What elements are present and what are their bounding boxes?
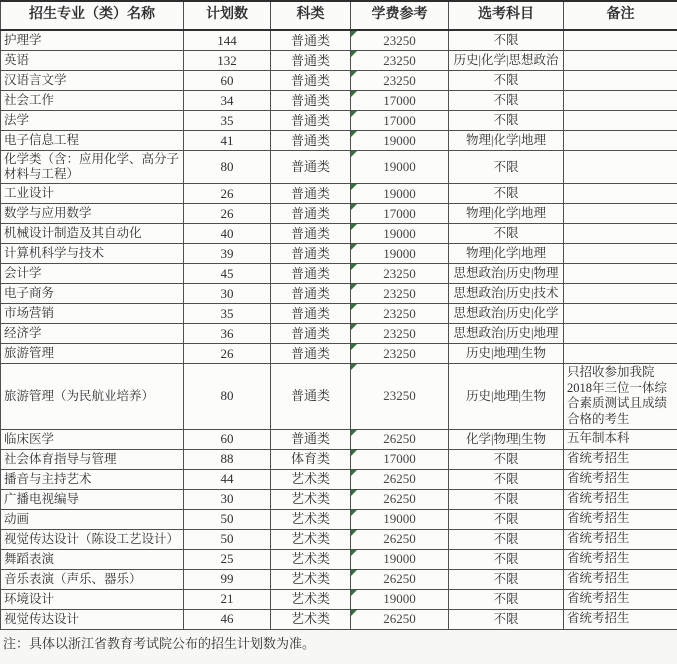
- tuition-value: 19000: [383, 132, 416, 148]
- text-format-marker-icon: [351, 264, 357, 270]
- cell-major: 旅游管理（为民航业培养）: [1, 364, 184, 430]
- cell-tuition: [351, 111, 449, 131]
- table-row: [1, 91, 677, 111]
- cell-subjects: 不限: [449, 224, 564, 244]
- cell-category: 普通类: [271, 91, 351, 111]
- tuition-value: 23250: [383, 265, 416, 281]
- cell-major: 数学与应用数学: [1, 204, 184, 224]
- cell-category: 普通类: [271, 111, 351, 131]
- text-format-marker-icon: [351, 510, 357, 516]
- cell-remark: 省统考招生: [564, 569, 677, 589]
- tuition-value: 26250: [383, 531, 416, 547]
- cell-remark: [564, 304, 677, 324]
- cell-major: 护理学: [1, 30, 184, 51]
- table-row: [1, 71, 677, 91]
- cell-plan: 25: [184, 549, 271, 569]
- cell-category: 普通类: [271, 71, 351, 91]
- table-row: [1, 304, 677, 324]
- cell-plan: 144: [184, 30, 271, 51]
- cell-tuition: [351, 30, 449, 51]
- cell-plan: 34: [184, 91, 271, 111]
- table-row: [1, 609, 677, 629]
- cell-plan: 88: [184, 449, 271, 469]
- cell-plan: 26: [184, 344, 271, 364]
- cell-category: 普通类: [271, 284, 351, 304]
- cell-plan: 46: [184, 609, 271, 629]
- tuition-value: 26250: [383, 571, 416, 587]
- cell-tuition: [351, 284, 449, 304]
- cell-tuition: [351, 244, 449, 264]
- cell-major: 环境设计: [1, 589, 184, 609]
- table-row: [1, 589, 677, 609]
- cell-subjects: 不限: [449, 489, 564, 509]
- cell-subjects: 不限: [449, 71, 564, 91]
- cell-tuition: [351, 224, 449, 244]
- text-format-marker-icon: [351, 304, 357, 310]
- cell-tuition: [351, 324, 449, 344]
- text-format-marker-icon: [351, 31, 357, 37]
- cell-remark: [564, 184, 677, 204]
- tuition-value: 23250: [383, 388, 416, 404]
- cell-tuition: [351, 364, 449, 430]
- cell-subjects: 不限: [449, 609, 564, 629]
- cell-subjects: 不限: [449, 509, 564, 529]
- text-format-marker-icon: [351, 324, 357, 330]
- cell-subjects: 不限: [449, 549, 564, 569]
- cell-remark: [564, 151, 677, 184]
- tuition-value: 17000: [383, 112, 416, 128]
- cell-category: 艺术类: [271, 529, 351, 549]
- cell-major: 电子商务: [1, 284, 184, 304]
- cell-plan: 60: [184, 71, 271, 91]
- cell-remark: [564, 204, 677, 224]
- cell-category: 普通类: [271, 30, 351, 51]
- cell-plan: 21: [184, 589, 271, 609]
- tuition-value: 19000: [383, 591, 416, 607]
- cell-subjects: 物理|化学|地理: [449, 131, 564, 151]
- cell-major: 视觉传达设计（陈设工艺设计）: [1, 529, 184, 549]
- cell-tuition: [351, 151, 449, 184]
- cell-tuition: [351, 91, 449, 111]
- cell-category: 艺术类: [271, 589, 351, 609]
- text-format-marker-icon: [351, 590, 357, 596]
- text-format-marker-icon: [351, 550, 357, 556]
- cell-tuition: [351, 609, 449, 629]
- cell-subjects: 不限: [449, 589, 564, 609]
- cell-tuition: [351, 469, 449, 489]
- cell-remark: [564, 284, 677, 304]
- cell-major: 经济学: [1, 324, 184, 344]
- cell-remark: [564, 71, 677, 91]
- tuition-value: 19000: [383, 159, 416, 175]
- tuition-value: 19000: [383, 245, 416, 261]
- table-row: [1, 284, 677, 304]
- cell-plan: 26: [184, 184, 271, 204]
- cell-remark: [564, 30, 677, 51]
- cell-remark: [564, 224, 677, 244]
- cell-major: 舞蹈表演: [1, 549, 184, 569]
- table-row: [1, 344, 677, 364]
- text-format-marker-icon: [351, 570, 357, 576]
- cell-subjects: 不限: [449, 569, 564, 589]
- cell-major: 音乐表演（声乐、器乐）: [1, 569, 184, 589]
- text-format-marker-icon: [351, 490, 357, 496]
- cell-subjects: 历史|地理|生物: [449, 344, 564, 364]
- cell-subjects: 物理|化学|地理: [449, 204, 564, 224]
- text-format-marker-icon: [351, 71, 357, 77]
- cell-category: 艺术类: [271, 489, 351, 509]
- cell-remark: [564, 344, 677, 364]
- cell-subjects: 不限: [449, 111, 564, 131]
- cell-subjects: 不限: [449, 30, 564, 51]
- text-format-marker-icon: [351, 430, 357, 436]
- table-row: [1, 244, 677, 264]
- cell-major: 社会体育指导与管理: [1, 449, 184, 469]
- cell-category: 普通类: [271, 324, 351, 344]
- cell-major: 广播电视编导: [1, 489, 184, 509]
- cell-remark: 省统考招生: [564, 529, 677, 549]
- text-format-marker-icon: [351, 151, 357, 157]
- cell-plan: 35: [184, 111, 271, 131]
- cell-category: 普通类: [271, 244, 351, 264]
- table-row: [1, 30, 677, 51]
- cell-plan: 26: [184, 204, 271, 224]
- cell-major: 英语: [1, 51, 184, 71]
- cell-plan: 99: [184, 569, 271, 589]
- table-row: [1, 111, 677, 131]
- cell-tuition: [351, 529, 449, 549]
- cell-remark: [564, 51, 677, 71]
- cell-major: 视觉传达设计: [1, 609, 184, 629]
- cell-category: 普通类: [271, 204, 351, 224]
- tuition-value: 26250: [383, 471, 416, 487]
- cell-tuition: [351, 509, 449, 529]
- text-format-marker-icon: [351, 470, 357, 476]
- cell-category: 普通类: [271, 51, 351, 71]
- text-format-marker-icon: [351, 344, 357, 350]
- cell-plan: 45: [184, 264, 271, 284]
- cell-category: 普通类: [271, 344, 351, 364]
- column-header-remark: 备注: [564, 1, 677, 30]
- tuition-value: 19000: [383, 185, 416, 201]
- text-format-marker-icon: [351, 284, 357, 290]
- header-row: [1, 1, 677, 30]
- table-row: [1, 184, 677, 204]
- cell-subjects: 不限: [449, 469, 564, 489]
- column-header-tuition: 学费参考: [351, 1, 449, 30]
- cell-tuition: [351, 549, 449, 569]
- cell-category: 普通类: [271, 224, 351, 244]
- cell-plan: 60: [184, 429, 271, 449]
- table-row: [1, 264, 677, 284]
- text-format-marker-icon: [351, 244, 357, 250]
- cell-tuition: [351, 489, 449, 509]
- cell-major: 旅游管理: [1, 344, 184, 364]
- cell-major: 法学: [1, 111, 184, 131]
- cell-subjects: 不限: [449, 529, 564, 549]
- cell-plan: 44: [184, 469, 271, 489]
- table-row: [1, 151, 677, 184]
- tuition-value: 19000: [383, 225, 416, 241]
- cell-tuition: [351, 51, 449, 71]
- cell-tuition: [351, 264, 449, 284]
- tuition-value: 23250: [383, 345, 416, 361]
- tuition-value: 23250: [383, 52, 416, 68]
- cell-subjects: 不限: [449, 449, 564, 469]
- cell-major: 市场营销: [1, 304, 184, 324]
- text-format-marker-icon: [351, 224, 357, 230]
- cell-subjects: 思想政治|历史|技术: [449, 284, 564, 304]
- cell-major: 电子信息工程: [1, 131, 184, 151]
- cell-plan: 30: [184, 489, 271, 509]
- cell-category: 普通类: [271, 131, 351, 151]
- column-header-major: 招生专业（类）名称: [1, 1, 184, 30]
- cell-category: 艺术类: [271, 509, 351, 529]
- cell-major: 机械设计制造及其自动化: [1, 224, 184, 244]
- cell-subjects: 物理|化学|地理: [449, 244, 564, 264]
- cell-plan: 39: [184, 244, 271, 264]
- text-format-marker-icon: [351, 610, 357, 616]
- cell-tuition: [351, 184, 449, 204]
- tuition-value: 26250: [383, 431, 416, 447]
- table-row: [1, 529, 677, 549]
- table-row: [1, 224, 677, 244]
- cell-category: 艺术类: [271, 549, 351, 569]
- cell-major: 汉语言文学: [1, 71, 184, 91]
- cell-major: 播音与主持艺术: [1, 469, 184, 489]
- cell-tuition: [351, 304, 449, 324]
- cell-plan: 30: [184, 284, 271, 304]
- cell-subjects: 思想政治|历史|物理: [449, 264, 564, 284]
- cell-plan: 50: [184, 529, 271, 549]
- text-format-marker-icon: [351, 91, 357, 97]
- text-format-marker-icon: [351, 111, 357, 117]
- table-row: [1, 429, 677, 449]
- cell-category: 体育类: [271, 449, 351, 469]
- tuition-value: 17000: [383, 205, 416, 221]
- cell-category: 艺术类: [271, 609, 351, 629]
- cell-remark: 省统考招生: [564, 489, 677, 509]
- text-format-marker-icon: [351, 530, 357, 536]
- cell-remark: 省统考招生: [564, 549, 677, 569]
- cell-major: 临床医学: [1, 429, 184, 449]
- cell-remark: 五年制本科: [564, 429, 677, 449]
- tuition-value: 17000: [383, 451, 416, 467]
- column-header-plan: 计划数: [184, 1, 271, 30]
- cell-tuition: [351, 131, 449, 151]
- cell-remark: 省统考招生: [564, 589, 677, 609]
- text-format-marker-icon: [351, 204, 357, 210]
- footnote: 注：具体以浙江省教育考试院公布的招生计划数为准。: [3, 635, 316, 651]
- table-row: [1, 324, 677, 344]
- table-row: [1, 549, 677, 569]
- cell-remark: 只招收参加我院2018年三位一体综合素质测试且成绩合格的考生: [564, 364, 677, 430]
- cell-category: 普通类: [271, 429, 351, 449]
- cell-remark: 省统考招生: [564, 469, 677, 489]
- table-row: [1, 51, 677, 71]
- cell-subjects: 不限: [449, 184, 564, 204]
- cell-remark: 省统考招生: [564, 509, 677, 529]
- table-row: [1, 449, 677, 469]
- cell-major: 计算机科学与技术: [1, 244, 184, 264]
- tuition-value: 26250: [383, 491, 416, 507]
- cell-major: 会计学: [1, 264, 184, 284]
- cell-remark: 省统考招生: [564, 449, 677, 469]
- cell-category: 艺术类: [271, 469, 351, 489]
- cell-subjects: 不限: [449, 151, 564, 184]
- cell-category: 普通类: [271, 304, 351, 324]
- table-body: [1, 30, 677, 629]
- cell-major: 动画: [1, 509, 184, 529]
- cell-major: 化学类（含：应用化学、高分子材料与工程）: [1, 151, 184, 184]
- cell-remark: [564, 244, 677, 264]
- cell-subjects: 思想政治|历史|化学: [449, 304, 564, 324]
- tuition-value: 23250: [383, 72, 416, 88]
- tuition-value: 19000: [383, 551, 416, 567]
- cell-tuition: [351, 449, 449, 469]
- cell-remark: 省统考招生: [564, 609, 677, 629]
- cell-tuition: [351, 71, 449, 91]
- table-row: [1, 131, 677, 151]
- cell-plan: 80: [184, 151, 271, 184]
- text-format-marker-icon: [351, 184, 357, 190]
- text-format-marker-icon: [351, 51, 357, 57]
- cell-tuition: [351, 344, 449, 364]
- cell-plan: 40: [184, 224, 271, 244]
- table-row: [1, 509, 677, 529]
- cell-plan: 132: [184, 51, 271, 71]
- table-row: [1, 489, 677, 509]
- table-row: [1, 204, 677, 224]
- cell-subjects: 化学|物理|生物: [449, 429, 564, 449]
- table-row: [1, 569, 677, 589]
- cell-category: 普通类: [271, 364, 351, 430]
- cell-tuition: [351, 569, 449, 589]
- text-format-marker-icon: [351, 131, 357, 137]
- tuition-value: 26250: [383, 611, 416, 627]
- cell-category: 艺术类: [271, 569, 351, 589]
- cell-remark: [564, 324, 677, 344]
- text-format-marker-icon: [351, 450, 357, 456]
- cell-plan: 36: [184, 324, 271, 344]
- cell-tuition: [351, 589, 449, 609]
- cell-remark: [564, 264, 677, 284]
- cell-subjects: 历史|化学|思想政治: [449, 51, 564, 71]
- text-format-marker-icon: [351, 364, 357, 370]
- table-header: [1, 1, 677, 30]
- cell-tuition: [351, 204, 449, 224]
- cell-plan: 35: [184, 304, 271, 324]
- tuition-value: 23250: [383, 32, 416, 48]
- cell-major: 工业设计: [1, 184, 184, 204]
- cell-subjects: 不限: [449, 91, 564, 111]
- table-row: [1, 364, 677, 430]
- tuition-value: 23250: [383, 305, 416, 321]
- cell-plan: 80: [184, 364, 271, 430]
- tuition-value: 19000: [383, 511, 416, 527]
- cell-plan: 50: [184, 509, 271, 529]
- cell-major: 社会工作: [1, 91, 184, 111]
- table-row: [1, 469, 677, 489]
- tuition-value: 23250: [383, 325, 416, 341]
- column-header-subjects: 选考科目: [449, 1, 564, 30]
- cell-subjects: 历史|地理|生物: [449, 364, 564, 430]
- cell-remark: [564, 91, 677, 111]
- cell-tuition: [351, 429, 449, 449]
- cell-plan: 41: [184, 131, 271, 151]
- cell-subjects: 思想政治|历史|地理: [449, 324, 564, 344]
- cell-category: 普通类: [271, 184, 351, 204]
- column-header-category: 科类: [271, 1, 351, 30]
- cell-remark: [564, 111, 677, 131]
- tuition-value: 17000: [383, 92, 416, 108]
- cell-remark: [564, 131, 677, 151]
- cell-category: 普通类: [271, 151, 351, 184]
- cell-category: 普通类: [271, 264, 351, 284]
- tuition-value: 23250: [383, 285, 416, 301]
